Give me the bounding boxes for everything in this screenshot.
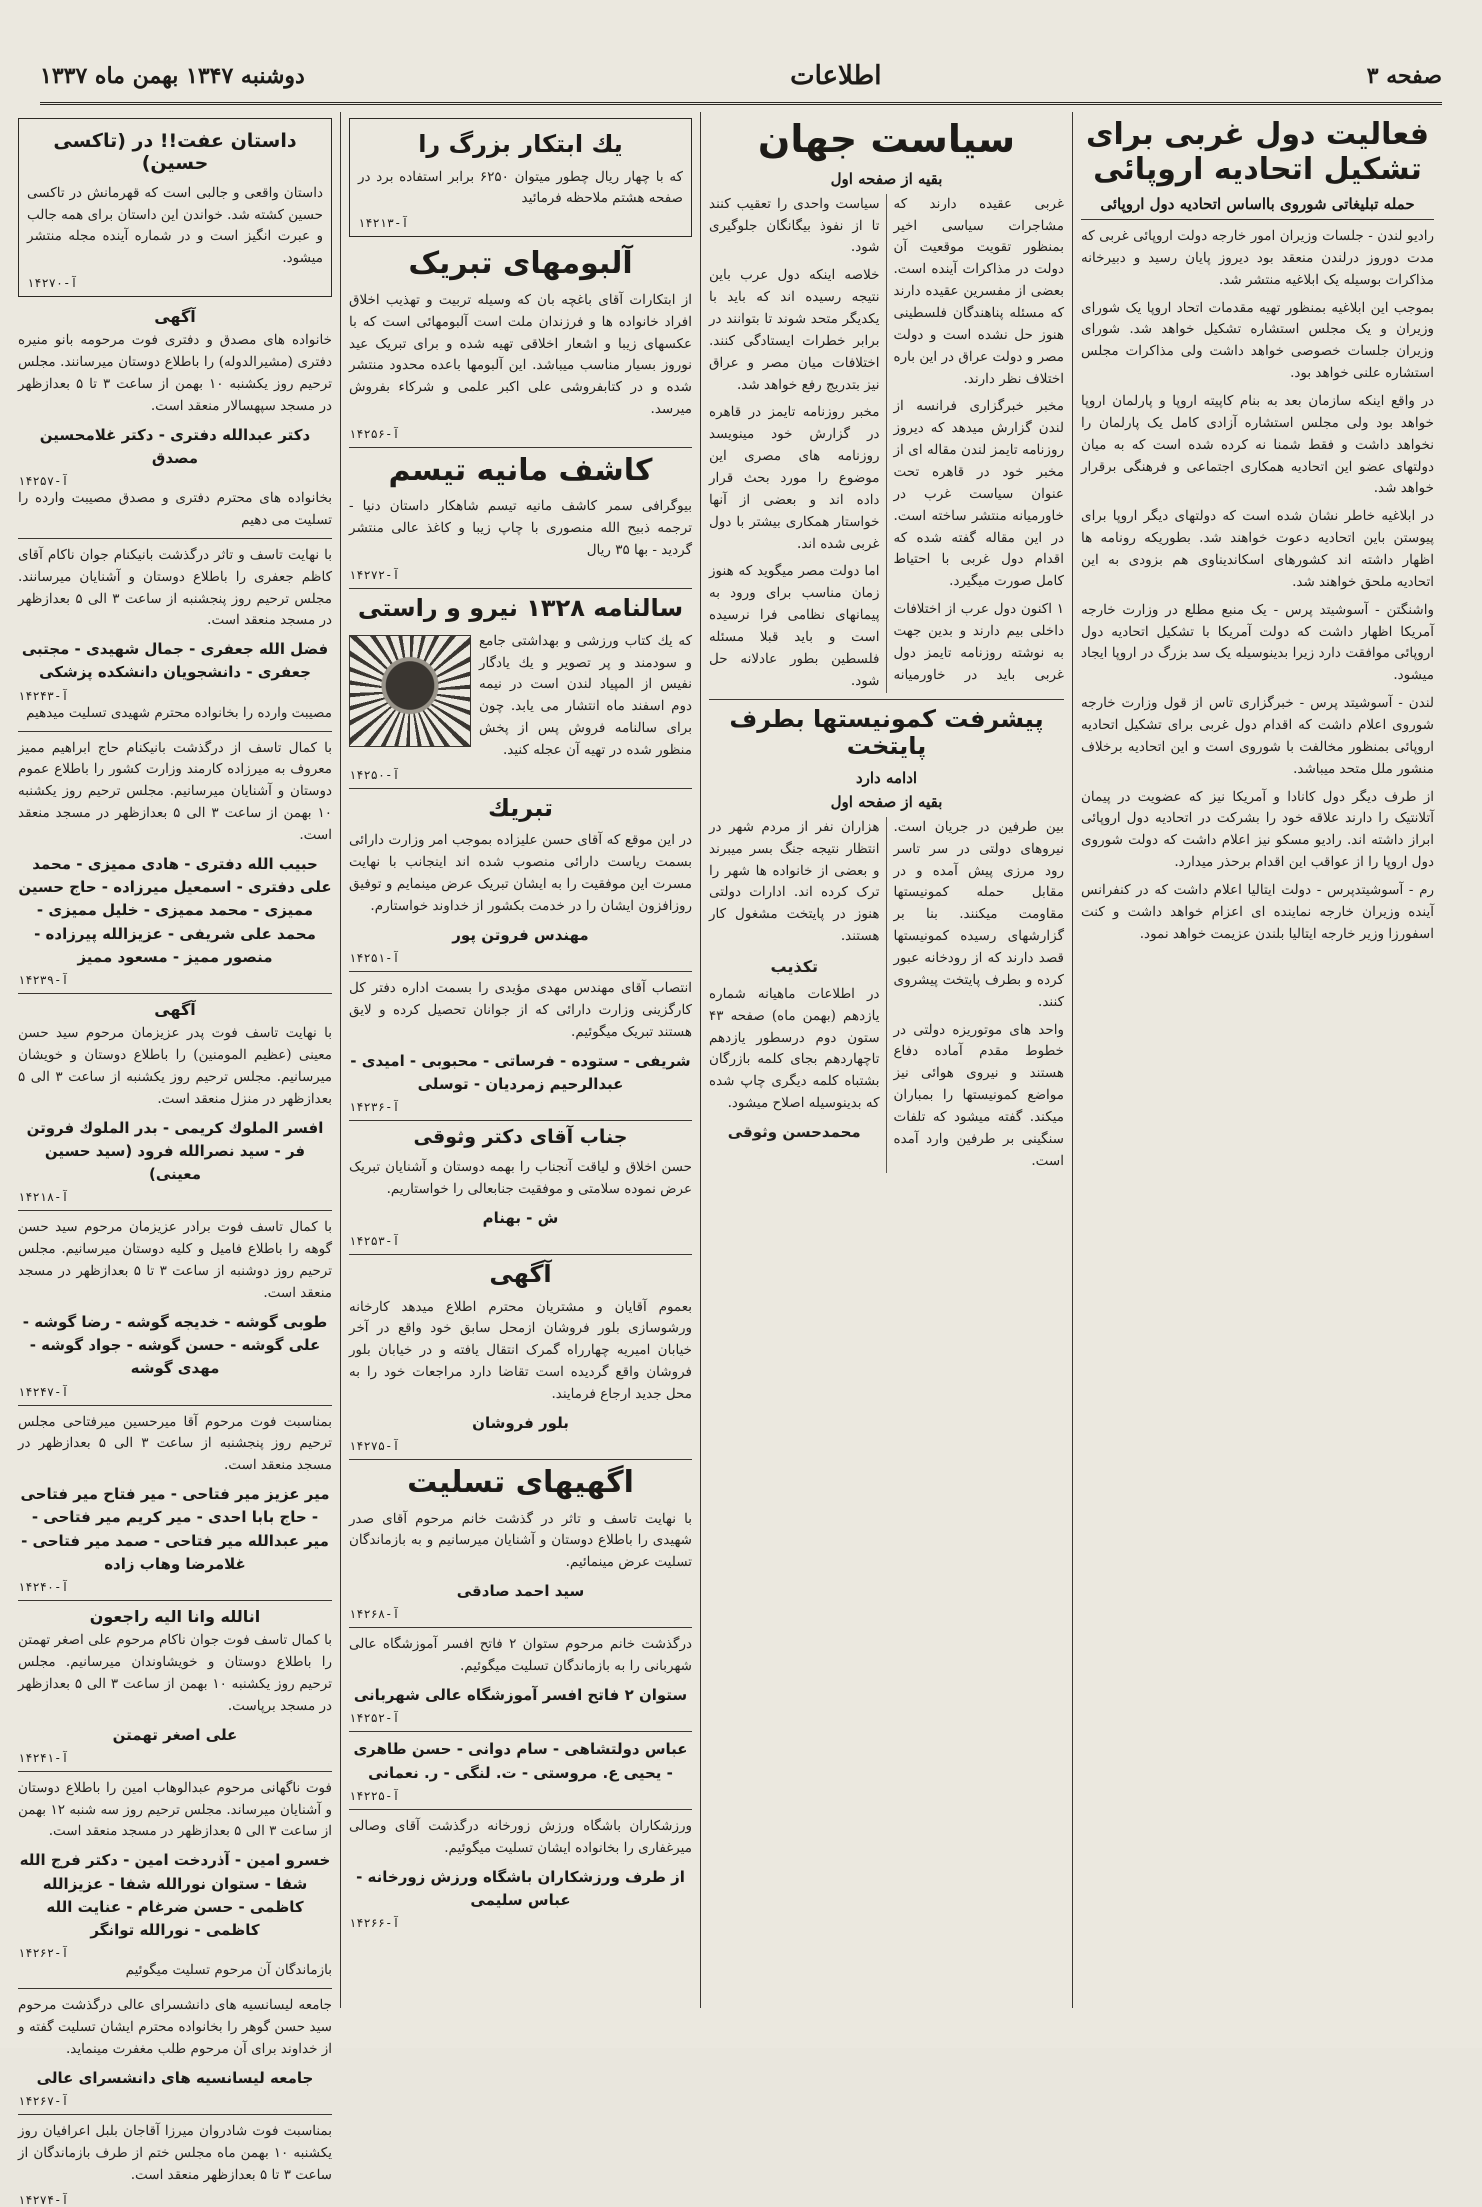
ad-names: ستوان ۲ فاتح افسر آموزشگاه عالی شهربانی <box>353 1686 688 1705</box>
ad-body: ورزشکاران باشگاه ورزش زورخانه درگذشت آقای وصالی میرغفاری را بخانواده ایشان تسلیت میگوئیم. <box>349 1817 692 1856</box>
column-left <box>10 112 340 2207</box>
ad-code: ۱۴۲۷۲-آ <box>349 568 400 583</box>
signature: محمدحسن وثوقی <box>727 1123 861 1141</box>
ad-signature: ش - بهنام <box>482 1208 559 1227</box>
ad-body: بمناسبت فوت شادروان میرزا آقاجان بلبل اعرافیان روز یکشنبه ۱۰ بهمن ماه مجلس ختم از طرف بازماندگان از ساعت ۳ تا ۵ بعدازظهر منعقد است. <box>18 2123 332 2183</box>
subhead-soviet-attack: حمله تبلیغاتی شوروی بااساس اتحادیه دول اروپائی <box>1100 195 1415 213</box>
article-paragraph: از طرف دیگر دول کانادا و آمریکا نیز که عضویت در پیمان آتلانتیک را دارند علاقه خود را بشرکت در اتحادیه دول اروپائی ابراز داشته اند. رادیو مسکو نیز اعلام داشت که دولت شوروی دول اروپا را از عواقب این اقدام برحذر میدارد. <box>1081 788 1434 871</box>
ad-code: ۱۴۲۷۰-آ <box>27 276 78 291</box>
divider <box>18 1600 332 1601</box>
correction-body: در اطلاعات ماهیانه شماره یازدهم (بهمن ماه) صفحه ۴۳ ستون دوم درسطور یازدهم تاچهاردهم بجای کلمه بازرگان بشتباه کلمه دیگری چاپ شده که بدینوسیله اصلاح میشود. <box>709 985 880 1112</box>
ad-names: علی اصغر تهمتن <box>112 1725 238 1744</box>
ad-body: که با چهار ریال چطور میتوان ۶۲۵۰ برابر استفاده برد در صفحه هشتم ملاحظه فرمائید <box>358 168 683 207</box>
column-left-center <box>340 112 700 2008</box>
divider <box>349 1254 692 1255</box>
ad-names: افسر الملوك کریمی - بدر الملوك فروتن فر - سید نصرالله فرود (سید حسین معینی) <box>26 1118 324 1184</box>
divider <box>349 1459 692 1460</box>
ad-code: ۱۴۲۱۸-آ <box>18 1190 69 1205</box>
article-paragraph: مخبر خبرگزاری فرانسه از لندن گزارش میدهد که دیروز روزنامه تایمز لندن مقاله ای از مخبر خود در قاهره تحت عنوان سیاست غرب در خاورمیانه منتشر ساخته است. در این مقاله گفته شده که اقدام دول غربی با احتیاط کامل صورت میگیرد. <box>893 398 1064 590</box>
article-paragraph: واشنگتن - آسوشیتد پرس - یک منبع مطلع در وزارت خارجه آمریکا اظهار داشت که دولت آمریکا با تشکیل اتحادیه دول اروپائی موافقت دارد زیرا بدینوسیله یک سد بزرگ در اروپا ایجاد میشود. <box>1081 601 1434 684</box>
article-paragraph: لندن - آسوشیتد پرس - خبرگزاری تاس از قول وزارت خارجه شوروی اعلام داشت که اقدام دول غربی برای تشکیل اتحادیه اروپائی بمنظور مخالفت با شوروی است و این اتحادیه برخلاف منشور ملل متحد میباشد. <box>1081 695 1434 777</box>
ad-code: ۱۴۲۵۶-آ <box>349 426 400 441</box>
divider <box>18 1405 332 1406</box>
ad-body: خانواده های مصدق و دفتری فوت مرحومه بانو منیره دفتری (مشیرالدوله) را باطلاع دوستان میرسانند. مجلس ترحیم روز یکشنبه ۱۰ بهمن از ساعت ۳ تا ۵ بعدازظهر در مسجد سپهسالار منعقد است. <box>18 332 333 414</box>
ad-names: طوبی گوشه - خدیجه گوشه - رضا گوشه - علی گوشه - حسن گوشه - جواد گوشه - مهدی گوشه <box>22 1312 328 1378</box>
continued-note: بقیه از صفحه اول <box>830 792 943 811</box>
ad-code: ۱۴۲۶۲-آ <box>18 1946 69 1961</box>
article-paragraph: در ابلاغیه خاطر نشان شده است که دولتهای دیگر اروپا برای پیوستن باین اتحادیه دعوت خواهند شد. بطوریکه رونامه ها اظهار داشته اند کشورهای اسکاندیناوی هم بزودی به این اتحادیه ملحق خواهند شد. <box>1081 508 1434 590</box>
article-paragraph: بین طرفین در جریان است. نیروهای دولتی در سر تاسر رود مرزی پیش آمده و در مقابل حمله کمونیستها مقاومت میکنند. بنا بر گزارشهای رسیده کمونیستها قصد دارند که از رودخانه عبور کرده و بطرف پایتخت پیشروی کنند. <box>893 818 1064 1010</box>
ad-code: ۱۴۲۷۵-آ <box>349 1439 400 1454</box>
ad-body: داستان واقعی و جالبی است که قهرمانش در تاکسی حسین کشته شد. خواندن این داستان برای همه جالب و عبرت انگیز است و در شماره آینده مجله منتشر میشود. <box>27 184 323 267</box>
column-right <box>1072 112 1442 2008</box>
article-paragraph: ۱ اکنون دول عرب از اختلافات داخلی بیم دارند و بدین جهت به نوشته روزنامه تایمز دول غربی باید در خاورمیانه سیاست واحدی را تعقیب کنند تا از نفوذ بیگانگان جلوگیری شود. <box>709 195 1064 683</box>
ad-body: بیوگرافی سمر کاشف مانیه تیسم شاهکار داستان دنیا - ترجمه ذبیح الله منصوری با چاپ زیبا و کاغذ عالی منتشر گردید - بها ۳۵ ریال <box>349 498 692 559</box>
ad-names: فضل الله جعفری - جمال شهیدی - مجتبی جعفری - دانشجویان دانشکده پزشکی <box>21 640 329 682</box>
article-paragraph: رادیو لندن - جلسات وزیران امور خارجه دولت اروپائی غربی که مدت دوروز درلندن منعقد بود دیروز پایان رسید و دبیرخانه مذاکرات بوسیله یک ابلاغیه منتشر شد. <box>1081 228 1434 288</box>
ad-code: ۱۴۲۶۸-آ <box>349 1607 400 1622</box>
ad-body: حسن اخلاق و لیاقت آنجناب را بهمه دوستان و آشنایان تبریک عرض نموده سلامتی و موفقیت جنابعالی را خواستاریم. <box>349 1159 692 1197</box>
ad-title: آگهی <box>154 1000 196 1020</box>
ad-code: ۱۴۲۴۷-آ <box>18 1384 69 1399</box>
ad-body: که یك کتاب ورزشی و بهداشتی جامع و سودمند و پر تصویر و یك یادگار نفیس از المپیاد لندن است در نیمه دوم اسفند ماه انتشار می یابد. چون برای سالنامه فروش پس از پخش منظور شده در تهیه آن عجله کنید. <box>479 632 692 758</box>
divider <box>349 1809 692 1810</box>
ad-body: با کمال تاسف از درگذشت بانیکنام حاج ابراهیم ممیز معروف به میرزاده کارمند وزارت کشور را باطلاع عموم دوستان و آشنایان میرسانیم. مجلس ترحیم روز یکشنبه ۱۰ بهمن از ساعت ۳ الی ۵ بعدازظهر در مسجد منعقد است. <box>18 739 333 844</box>
ad-footnote: بخانواده های محترم دفتری و مصدق مصیبت وارده را تسلیت می دهیم <box>18 490 332 528</box>
page-label: صفحه ۳ <box>1366 63 1442 89</box>
divider <box>349 1627 692 1628</box>
divider <box>1081 219 1434 220</box>
divider <box>349 971 692 972</box>
divider <box>18 1988 332 1989</box>
ad-title: تبریك <box>487 793 554 822</box>
ad-body: با نهایت تاسف و تاثر درگذشت بانیکنام جوان ناکام آقای کاظم جعفری را باطلاع دوستان و آشنایان میرسانند. مجلس ترحیم روز پنجشنبه از ساعت ۳ الی ۵ بعدازظهر در مسجد منعقد است. <box>18 546 332 629</box>
ad-code: ۱۴۲۵۲-آ <box>349 1711 400 1726</box>
ad-code: ۱۴۲۳۹-آ <box>18 973 69 988</box>
ad-body: در این موقع که آقای حسن علیزاده بموجب امر وزارت دارائی بسمت ریاست دارائی منصوب شده اند اینجانب با نهایت مسرت این موفقیت را به ایشان تبریک عرض مینمایم و توفیق روزافزون ایشان را در خدمت بکشور از خداوند خواستارم. <box>349 832 692 914</box>
ad-code: ۱۴۲۲۵-آ <box>349 1788 400 1803</box>
ad-body: با کمال تاسف فوت جوان ناکام مرحوم علی اصغر تهمتن را باطلاع دوستان و خویشاوندان میرسانیم. مجلس ترحیم روز یکشنبه ۱۰ بهمن از ساعت ۳ الی ۵ بعدازظهر در مسجد برپاست. <box>18 1632 333 1714</box>
divider <box>349 1120 692 1121</box>
divider <box>349 588 692 589</box>
continued-note: بقیه از صفحه اول <box>830 169 943 188</box>
ad-body: از ابتکارات آقای باغچه بان که وسیله تربیت و تهذیب اخلاق افراد خانواده ها و فرزندان ملت است آلبومهائی است که با عکسهای زیبا و اشعار اخلاقی تهیه شده و برای تبریک عید نوروز بسیار مناسب میباشد. این آلبومها باعده محدود منتشر شده و در کتابفروشی علی اکبر علمی و شرکاء بفروش میرسد. <box>349 291 692 418</box>
ad-title: آگهی <box>154 307 196 327</box>
ad-title: آلبومهای تبریک <box>408 246 633 282</box>
ad-names: حبیب الله دفتری - هادی ممیزی - محمد علی دفتری - اسمعیل میرزاده - حاج حسین ممیزی - محمد ممیزی - خلیل ممیزی - محمد علی شریفی - عزیزالله پیرزاده - منصور ممیز - مسعود ممیز <box>18 854 332 966</box>
ad-code: ۱۴۲۴۳-آ <box>18 688 69 703</box>
article-paragraph: غربی عقیده دارند که مشاجرات سیاسی اخیر بمنظور تقویت موقعیت آن دولت در مذاکرات آینده است. بعضی از مفسرین عقیده دارند که مسئله پناهندگان فلسطینی هنوز حل نشده است و دولت مصر و دولت عراق در این باره اختلاف نظر دارند. <box>893 195 1064 387</box>
article-paragraph: در واقع اینکه سازمان بعد به بنام کاپیته اروپا و پارلمان اروپا خواهد بود ولی مجلس استشاره آزادی کامل یک پارلمان را نخواهد داشت و فقط شمنا نه کرده شده است که به میان دولتهای عضو این اتحادیه همکاری اجتماعی و فرهنگی برقرار خواهد شد. <box>1081 393 1434 497</box>
ad-title: سالنامه ۱۳۲۸ نیرو و راستی <box>357 594 684 623</box>
ad-names: میر عزیز میر فتاحی - میر فتاح میر فتاحی - حاج بابا احدی - میر کریم میر فتاحی - میر عبدالله میر فتاحی - صمد میر فتاحی - غلامرضا وهاب زاده <box>20 1485 330 1573</box>
column-right-center <box>700 112 1072 2008</box>
ad-code: ۱۴۲۱۳-آ <box>358 216 409 231</box>
ad-names: عباس دولتشاهی - سام دوانی - حسن طاهری - یحیی ع. مروستی - ت. لنگی - ر. نعمانی <box>353 1740 688 1782</box>
ad-signature: بلور فروشان <box>472 1413 569 1432</box>
correction-title: تکذیب <box>770 956 818 976</box>
ad-title: اگهیهای تسلیت <box>407 1465 634 1501</box>
ad-title: یك ابتكار بزرگ را <box>418 130 623 158</box>
article-paragraph: مخبر روزنامه تایمز در قاهره در گزارش خود مینویسد روزنامه های مصری این موضوع را مورد بحث قرار داده اند و بعضی از آنها خواستار همکاری بیشتر با دول غربی شده اند. <box>709 404 880 552</box>
ad-story <box>18 118 332 297</box>
article-paragraph: خلاصه اینکه دول عرب باین نتیجه رسیده اند که باید با یکدیگر متحد شوند تا بتوانند در برابر خطرات ایستادگی کنند. اختلافات میان مصر و عراق نیز بتدریج رفع خواهد شد. <box>709 267 880 393</box>
ad-body: فوت ناگهانی مرحوم عبدالوهاب امین را باطلاع دوستان و آشنایان میرساند. مجلس ترحیم روز سه شنبه ۱۲ بهمن از ساعت ۳ الی ۵ بعدازظهر در مسجد منعقد است. <box>18 1779 332 1840</box>
ad-title: داستان عفت!! در (تاکسی حسین) <box>53 130 297 174</box>
ad-footnote: مصیبت وارده را بخانواده محترم شهیدی تسلیت میدهیم <box>26 704 332 721</box>
divider <box>18 731 332 732</box>
ad-footnote: بازماندگان آن مرحوم تسلیت میگوئیم <box>125 1962 332 1979</box>
article-paragraph: بموجب این ابلاغیه بمنظور تهیه مقدمات اتحاد اروپا یک شورای وزیران و یک مجلس استشاره تشکیل خواهد شد. شورای وزیران جلسات خصوصی خواهد داشت ولی مذاکرات مجلس استشاره علنی خواهد بود. <box>1081 299 1434 382</box>
ad-code: ۱۴۲۵۷-آ <box>18 474 69 489</box>
ad-signature: از طرف ورزشکاران باشگاه ورزش زورخانه - عباس سلیمی <box>356 1867 685 1909</box>
ad-body: با نهایت تاسف فوت پدر عزیزمان مرحوم سید حسن معینی (عظیم المومنین) را باطلاع دوستان و خویشان میرسانیم. مجلس ترحیم روز یکشنبه از ساعت ۳ الی ۵ بعدازظهر در منزل منعقد است. <box>18 1025 333 1107</box>
ad-code: ۱۴۲۴۱-آ <box>18 1750 69 1765</box>
yearbook-emblem-image <box>349 635 471 747</box>
ad-code: ۱۴۲۵۱-آ <box>349 951 400 966</box>
ad-names: شریفی - ستوده - فرساتی - محبوبی - امیدی - عبدالرحیم زمردیان - توسلی <box>350 1051 691 1093</box>
ad-code: ۱۴۲۵۰-آ <box>349 767 400 782</box>
divider <box>349 1731 692 1732</box>
ad-code: ۱۴۲۶۷-آ <box>18 2094 69 2109</box>
divider <box>18 2114 332 2115</box>
date-line: دوشنبه ۱۳۴۷ بهمن ماه ۱۳۳۷ <box>40 63 305 89</box>
divider <box>18 993 332 994</box>
ad-code: ۱۴۲۶۶-آ <box>349 1916 400 1931</box>
ad-body: درگذشت خانم مرحوم ستوان ۲ فاتح افسر آموزشگاه عالی شهربانی را به بازماندگان تسلیت میگوئیم. <box>349 1636 692 1675</box>
continued-note: ادامه دارد <box>855 768 918 787</box>
divider <box>349 788 692 789</box>
ad-names: خسرو امین - آذردخت امین - دکتر فرج الله شفا - ستوان نورالله شفا - عزیزالله کاظمی - حسن ضرغام - عنایت الله کاظمی - نورالله توانگر <box>19 1851 331 1940</box>
article-paragraph: واحد های موتوریزه دولتی در خطوط مقدم آماده دفاع هستند و نیروی هوائی نیز مواضع کمونیستها را بمباران میکند. گفته میشود که تلفات سنگینی بر طرفین وارد آمده است. <box>893 1021 1064 1169</box>
article-paragraph: اما دولت مصر میگوید که هنوز زمان مناسب برای ورود به پیمانهای نظامی فرا نرسیده است و باید قبلا مسئله فلسطین بطور عادلانه حل شود. <box>709 563 880 689</box>
divider <box>18 1210 332 1211</box>
ad-signature: سید احمد صادقی <box>456 1582 585 1601</box>
ad-names: دکتر عبدالله دفتری - دکتر غلامحسین مصدق <box>39 425 311 467</box>
ad-initiative <box>349 118 692 237</box>
communist-advance-body <box>709 817 1064 1173</box>
ad-body: بعموم آقایان و مشتریان محترم اطلاع میدهد کارخانه ورشوسازی بلور فروشان ازمحل سابق خود واقع در آخر خیابان امیریه چهارراه گمرک انتقال یافته و در خیابان بلور فروشان واقع گردیده است تقاضا دارد مراجعات خود را به محل جدید ارجاع فرمایند. <box>349 1298 692 1402</box>
divider <box>709 699 1064 700</box>
ad-body: با کمال تاسف فوت برادر عزیزمان مرحوم سید حسن گوهه را باطلاع فامیل و کلیه دوستان میرسانیم. مجلس ترحیم روز دوشنبه از ساعت ۳ تا ۵ بعدازظهر در مسجد منعقد است. <box>18 1219 332 1301</box>
ad-body: با نهایت تاسف و تاثر در گذشت خانم مرحوم آقای صدر شهیدی را باطلاع دوستان و آشنایان میرسانیم و به بازماندگان تسلیت عرض مینمائیم. <box>349 1510 692 1571</box>
ad-title: آگهی <box>489 1259 552 1288</box>
headline-communist-advance: پیشرفت کمونیستها بطرف پایتخت <box>729 704 1044 761</box>
ad-body: بمناسبت فوت مرحوم آقا میرحسین میرفتاحی مجلس ترحیم روز پنجشنبه از ساعت ۳ الی ۵ بعدازظهر در مسجد منعقد است. <box>18 1413 333 1474</box>
article-paragraph: هزاران نفر از مردم شهر در انتظار نتیجه جنگ بسر میبرند و بعضی از خانواده ها شهر را ترک کرده اند. ادارات دولتی هنوز در پایتخت مشغول کار هستند. <box>709 818 880 945</box>
ad-code: ۱۴۲۴۰-آ <box>18 1580 69 1595</box>
headline-world-politics: سیاست جهان <box>757 117 1016 161</box>
ad-signature: مهندس فروتن پور <box>452 925 589 944</box>
ad-body: جامعه لیسانسیه های دانشسرای عالی درگذشت مرحوم سید حسن گوهر را بخانواده محترم ایشان تسلیت گفته و از خداوند برای آن مرحوم طلب مغفرت مینماید. <box>18 1997 332 2057</box>
ad-code: ۱۴۲۳۶-آ <box>349 1100 400 1115</box>
ad-title: کاشف مانیه تیسم <box>388 452 653 488</box>
world-politics-body <box>709 194 1064 693</box>
divider <box>349 447 692 448</box>
ad-code: ۱۴۲۷۴-آ <box>18 2192 69 2207</box>
divider <box>18 1771 332 1772</box>
paper-name: اطلاعات <box>790 61 882 91</box>
ad-title: جناب آقای دکتر وثوقی <box>413 1126 628 1149</box>
ad-names: جامعه لیسانسیه های دانشسرای عالی <box>36 2068 314 2087</box>
article-paragraph: رم - آسوشیتدپرس - دولت ایتالیا اعلام داشت که در کنفرانس آینده وزیران خارجه نماینده ای اعزام خواهد داشت و کنت اسفورزا وزیر خارجه ایتالیا بلندن عزیمت خواهد نمود. <box>1081 882 1434 942</box>
divider <box>18 538 332 539</box>
headline-european-union: فعالیت دول غربی برای تشکیل اتحادیه اروپائی <box>1086 117 1429 187</box>
ad-code: ۱۴۲۵۳-آ <box>349 1233 400 1248</box>
ad-title: انالله وانا الیه راجعون <box>89 1607 261 1627</box>
masthead <box>40 50 1442 105</box>
ad-body: انتصاب آقای مهندس مهدی مؤیدی را بسمت اداره دفتر کل کارگزینی وزارت دارائی که از جوانان تحصیل کرده و لایق هستند تبریک میگوئیم. <box>349 980 692 1040</box>
